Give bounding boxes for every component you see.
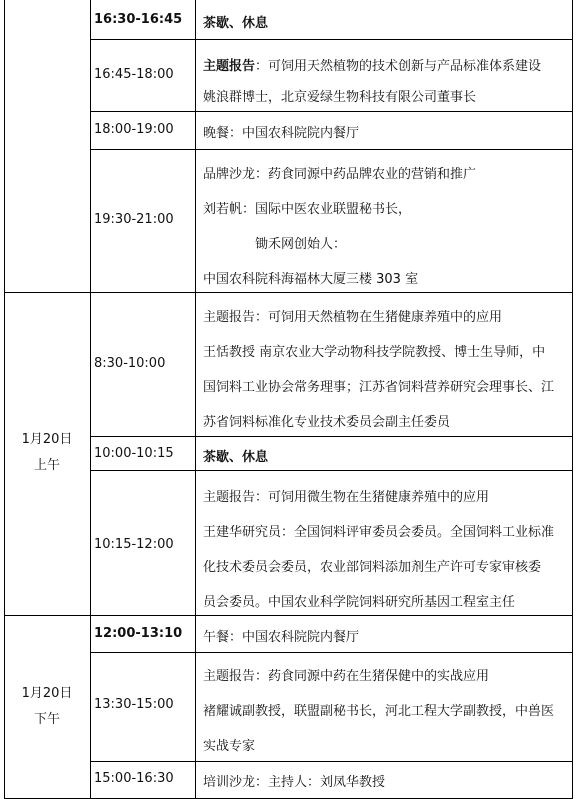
content-cell bbox=[203, 659, 573, 764]
time-cell: 10:00-10:15 bbox=[94, 446, 174, 461]
content-cell bbox=[203, 771, 573, 790]
content-cell bbox=[203, 300, 573, 440]
content-line: 王恬教授 南京农业大学动物科技学院教授、博士生导师，中 bbox=[203, 345, 546, 360]
content-line: 主题报告：可饲用天然植物的技术创新与产品标准体系建设 bbox=[203, 59, 542, 74]
content-line: 褚耀诚副教授，联盟副秘书长，河北工程大学副教授，中兽医 bbox=[203, 704, 555, 719]
content-cell bbox=[203, 122, 573, 141]
content-line: 中国农科院科海福林大厦三楼 303 室 bbox=[203, 272, 419, 287]
time-cell: 16:30-16:45 bbox=[94, 12, 183, 27]
content-line: 实战专家 bbox=[203, 739, 256, 754]
content-line: 王建华研究员：全国饲料评审委员会委员。全国饲料工业标准 bbox=[203, 525, 555, 540]
content-line: 主题报告：可饲用微生物在生猪健康养殖中的应用 bbox=[203, 490, 490, 505]
time-cell: 18:00-19:00 bbox=[94, 122, 174, 137]
time-cell: 10:15-12:00 bbox=[94, 537, 174, 552]
date-cell-morning bbox=[4, 427, 90, 479]
content-cell bbox=[203, 480, 573, 620]
content-line: 锄禾网创始人： bbox=[255, 237, 347, 252]
time-cell: 19:30-21:00 bbox=[94, 212, 174, 227]
date-cell-afternoon bbox=[4, 681, 90, 733]
date-day: 1月20日 bbox=[21, 432, 73, 447]
content-line: 品牌沙龙：药食同源中药品牌农业的营销和推广 bbox=[203, 167, 477, 182]
content-line: 国饲料工业协会常务理事；江苏省饲料营养研究会理事长、江 bbox=[203, 380, 555, 395]
date-period: 上午 bbox=[33, 458, 60, 473]
content-line: 茶歇、休息 bbox=[203, 450, 269, 465]
content-line: 主题报告：可饲用天然植物在生猪健康养殖中的应用 bbox=[203, 310, 503, 325]
content-line: 培训沙龙：主持人：刘凤华教授 bbox=[203, 775, 386, 790]
content-line: 员会委员。中国农业科学院饲料研究所基因工程室主任 bbox=[203, 595, 516, 610]
content-line: 姚浪群博士，北京爱绿生物科技有限公司董事长 bbox=[203, 90, 477, 105]
time-cell: 8:30-10:00 bbox=[94, 356, 166, 371]
content-cell bbox=[203, 157, 573, 297]
schedule-table bbox=[4, 0, 573, 799]
content-line: 午餐：中国农科院院内餐厅 bbox=[203, 630, 360, 645]
time-cell: 15:00-16:30 bbox=[94, 771, 174, 786]
content-cell bbox=[203, 12, 573, 31]
time-cell: 13:30-15:00 bbox=[94, 697, 174, 712]
content-line: 茶歇、休息 bbox=[203, 16, 269, 31]
date-day: 1月20日 bbox=[21, 686, 73, 701]
content-line: 刘若帆：国际中医农业联盟秘书长， bbox=[203, 202, 412, 217]
date-period: 下午 bbox=[33, 712, 60, 727]
content-line: 主题报告：药食同源中药在生猪保健中的实战应用 bbox=[203, 669, 490, 684]
content-cell bbox=[203, 51, 573, 113]
content-cell bbox=[203, 626, 573, 645]
content-cell bbox=[203, 446, 573, 465]
content-line: 晚餐：中国农科院院内餐厅 bbox=[203, 126, 360, 141]
time-cell: 12:00-13:10 bbox=[94, 626, 183, 641]
content-line: 苏省饲料标准化专业技术委员会副主任委员 bbox=[203, 415, 451, 430]
content-line: 化技术委员会委员，农业部饲料添加剂生产许可专家审核委 bbox=[203, 560, 542, 575]
time-cell: 16:45-18:00 bbox=[94, 67, 174, 82]
